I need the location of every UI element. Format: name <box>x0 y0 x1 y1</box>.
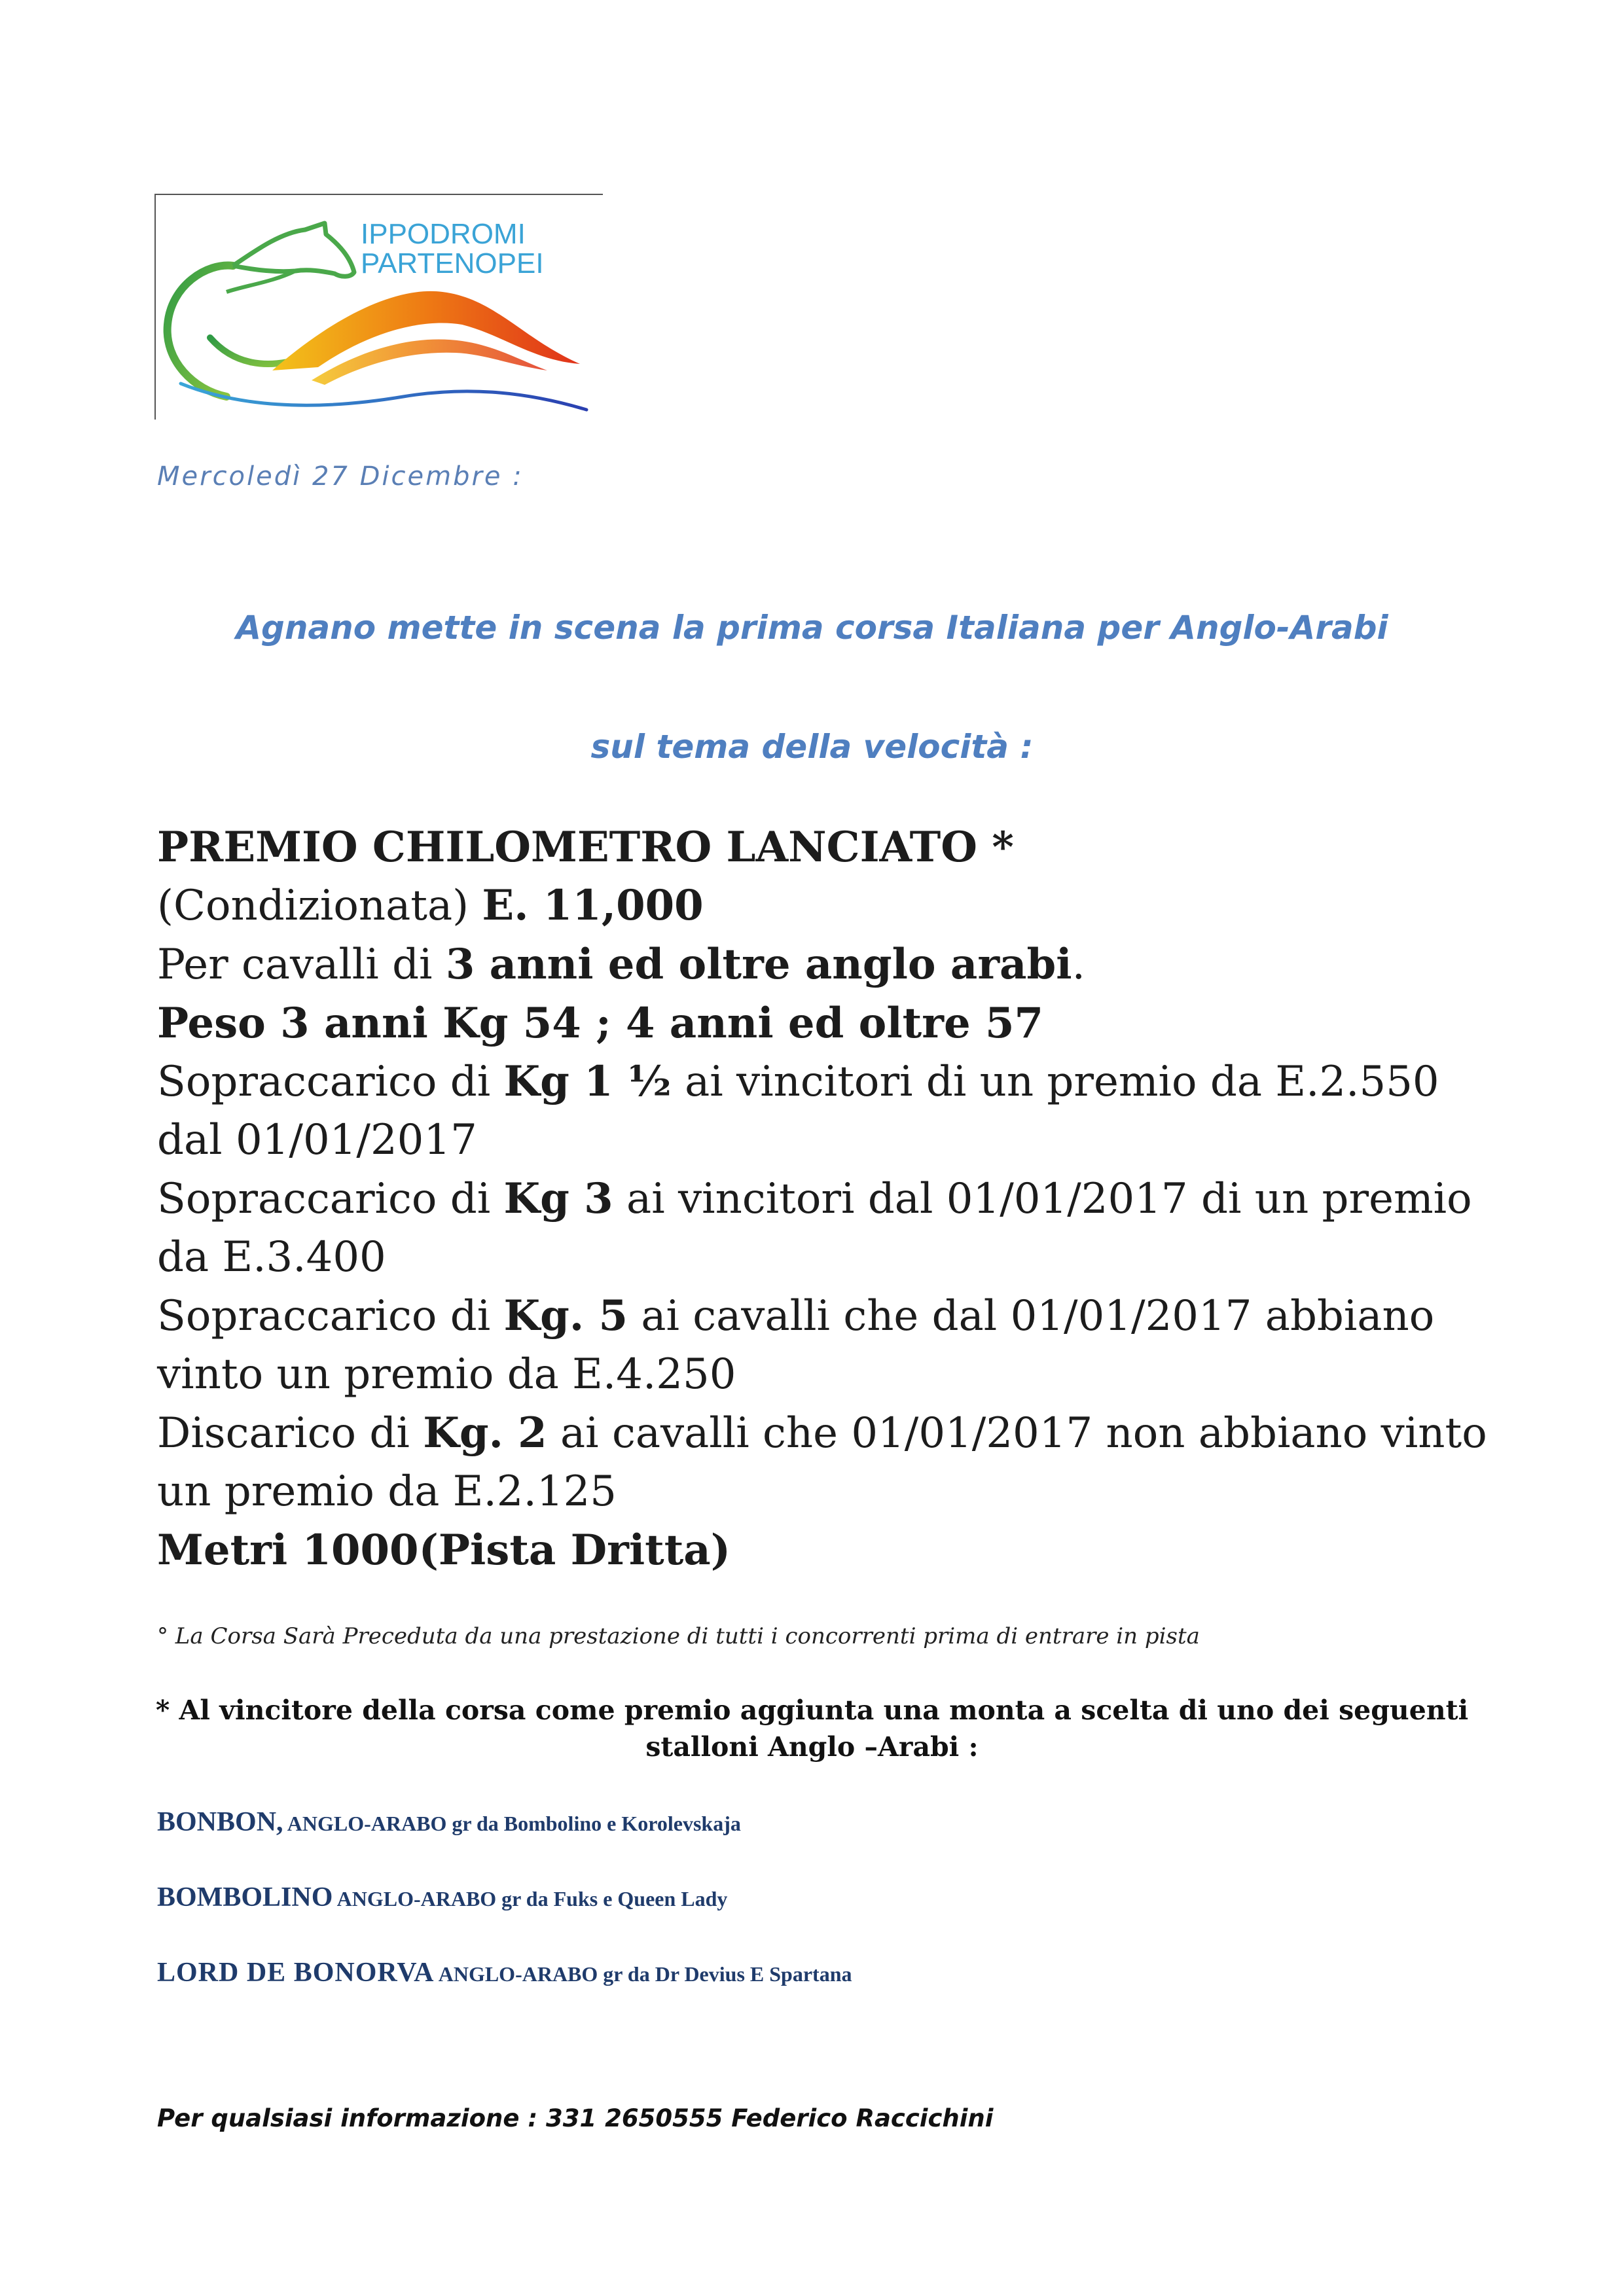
stallion-item <box>157 1882 727 1913</box>
rule-2-suffix: ai vincitori dal 01/01/2017 di un premio <box>613 1175 1472 1223</box>
ippodromi-partenopei-logo <box>154 194 603 420</box>
stallion-description: ANGLO-ARABO gr da Fuks e Queen Lady <box>333 1887 728 1910</box>
eligibility-bold: 3 anni ed oltre anglo arabi <box>445 940 1072 989</box>
winner-note-line-1: * Al vincitore della corsa come premio aggiunta una monta a scelta di uno dei seguenti <box>155 1695 1469 1726</box>
race-condition-line <box>157 876 1492 935</box>
stallion-name: BOMBOLINO <box>157 1882 333 1912</box>
headline-line-1: Agnano mette in scena la prima corsa Italiana per Anglo-Arabi <box>236 609 1388 647</box>
winner-note <box>0 1692 1624 1765</box>
rule-4-weight: Kg. 2 <box>423 1408 547 1458</box>
rule-2-weight: Kg 3 <box>503 1174 613 1223</box>
contact-info: Per qualsiasi informazione : 331 2650555 Federico Raccichini <box>157 2104 994 2132</box>
eligibility-suffix: . <box>1072 941 1085 989</box>
rule-3-prefix: Sopraccarico di <box>157 1292 504 1340</box>
prize-value: E. 11,000 <box>482 881 704 930</box>
rule-4-line <box>157 1404 1492 1463</box>
footnote: ° La Corsa Sarà Preceduta da una prestazione di tutti i concorrenti prima di entrare in pista <box>157 1623 1200 1649</box>
headline-line-2: sul tema della velocità : <box>590 728 1034 766</box>
stallion-description: ANGLO-ARABO gr da Bombolino e Korolevskaja <box>283 1812 741 1835</box>
logo-text-ippodromi: IPPODROMI <box>361 218 526 250</box>
rule-3-weight: Kg. 5 <box>503 1291 628 1340</box>
horse-logo-icon <box>154 194 603 420</box>
eligibility-line <box>157 935 1492 994</box>
condition-label: (Condizionata) <box>157 882 482 930</box>
distance-line: Metri 1000(Pista Dritta) <box>157 1526 731 1575</box>
race-conditions <box>157 818 1492 1579</box>
rule-3-line-2: vinto un premio da E.4.250 <box>157 1350 736 1399</box>
rule-3-line <box>157 1287 1492 1346</box>
eligibility-prefix: Per cavalli di <box>157 941 446 989</box>
rule-4-suffix: ai cavalli che 01/01/2017 non abbiano vinto <box>547 1409 1487 1458</box>
rule-2-prefix: Sopraccarico di <box>157 1175 504 1223</box>
stallion-name: LORD DE BONORVA <box>157 1958 435 1988</box>
rule-2-line-2: da E.3.400 <box>157 1233 386 1282</box>
rule-1-weight: Kg 1 ½ <box>503 1057 672 1106</box>
stallion-item <box>157 1957 852 1988</box>
rule-2-line <box>157 1170 1492 1229</box>
race-title: PREMIO CHILOMETRO LANCIATO * <box>157 823 1014 872</box>
rule-3-suffix: ai cavalli che dal 01/01/2017 abbiano <box>627 1292 1435 1340</box>
stallion-item <box>157 1806 741 1838</box>
weight-line: Peso 3 anni Kg 54 ; 4 anni ed oltre 57 <box>157 999 1043 1048</box>
winner-note-line-2: stalloni Anglo –Arabi : <box>645 1731 979 1763</box>
rule-4-prefix: Discarico di <box>157 1409 424 1458</box>
rule-1-line-2: dal 01/01/2017 <box>157 1116 477 1164</box>
logo-text-partenopei: PARTENOPEI <box>361 247 544 279</box>
rule-1-line <box>157 1052 1492 1111</box>
rule-1-prefix: Sopraccarico di <box>157 1058 504 1106</box>
stallion-name: BONBON, <box>157 1807 283 1837</box>
date-line: Mercoledì 27 Dicembre : <box>157 461 524 492</box>
rule-1-suffix: ai vincitori di un premio da E.2.550 <box>671 1058 1439 1106</box>
rule-4-line-2: un premio da E.2.125 <box>157 1467 617 1516</box>
stallion-description: ANGLO-ARABO gr da Dr Devius E Spartana <box>434 1962 852 1986</box>
